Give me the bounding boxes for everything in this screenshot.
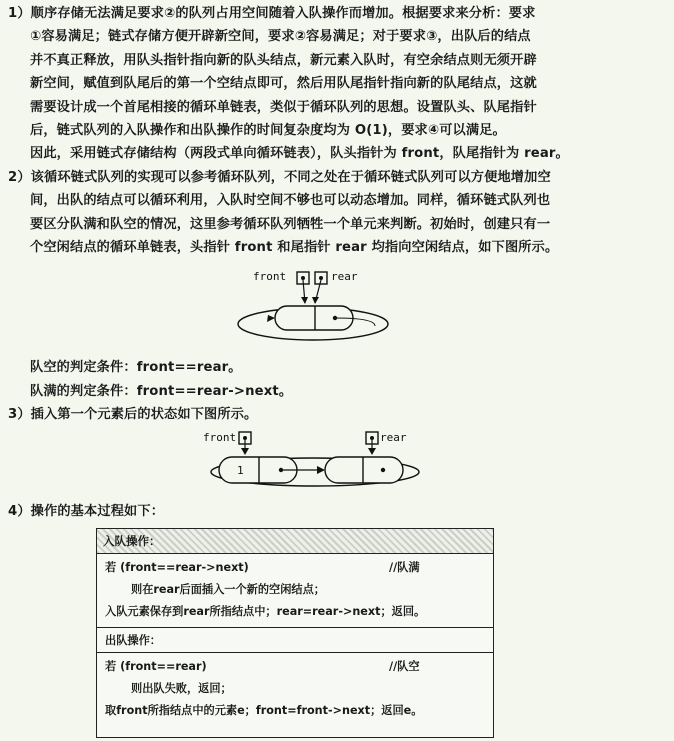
enqueue-condition-text: 若 (front==rear->next) xyxy=(105,561,249,574)
p1-line-3: 并不真正释放，用队头指针指向新的队头结点，新元素入队时，有空余结点则无须开辟 xyxy=(30,52,537,68)
enqueue-condition xyxy=(97,557,493,579)
p2-line-1: 2）该循环链式队列的实现可以参考循环队列，不同之处在于循环链式队列可以方便地增加空 xyxy=(8,170,551,185)
dequeue-comment: //队空 xyxy=(389,660,420,673)
empty-condition: 队空的判定条件：front==rear。 xyxy=(30,360,242,375)
node-1-value: 1 xyxy=(237,464,244,477)
dequeue-step: 取front所指结点中的元素e；front=front->next；返回e。 xyxy=(105,704,423,717)
dequeue-header: 出队操作： xyxy=(105,634,161,647)
front-label: front xyxy=(253,270,287,283)
p2-line-4: 个空闲结点的循环单链表，头指针 front 和尾指针 rear 均指向空闲结点，如下图所示。 xyxy=(30,240,559,256)
diagram-empty-queue xyxy=(235,266,395,348)
paragraph-1 xyxy=(8,2,672,166)
table-divider-2 xyxy=(97,652,493,653)
p1-line-2: ①容易满足；链式存储方便开辟新空间，要求②容易满足；对于要求③，出队后的结点 xyxy=(30,29,531,45)
p1-line-1: 1）顺序存储无法满足要求②的队列占用空间随着入队操作而增加。根据要求来分析：要求 xyxy=(8,6,536,21)
rear-label-2: rear xyxy=(380,431,407,444)
operations-table xyxy=(96,528,494,738)
front-label-2: front xyxy=(203,431,237,444)
diagram-after-insert xyxy=(197,426,437,494)
table-divider xyxy=(97,627,493,628)
enqueue-comment: //队满 xyxy=(389,561,420,574)
dequeue-condition-text: 若 (front==rear) xyxy=(105,660,207,673)
p1-line-6: 后，链式队列的入队操作和出队操作的时间复杂度均为 O(1)，要求④可以满足。 xyxy=(30,123,506,139)
enqueue-step: 入队元素保存到rear所指结点中；rear=rear->next；返回。 xyxy=(105,605,426,618)
full-condition: 队满的判定条件：front==rear->next。 xyxy=(30,384,293,399)
paragraph-2 xyxy=(8,166,672,260)
dequeue-action: 则出队失败，返回； xyxy=(131,682,232,695)
p1-line-4: 新空间，赋值到队尾后的第一个空结点即可，然后用队尾指针指向新的队尾结点，这就 xyxy=(30,76,537,92)
p2-line-2: 间，出队的结点可以循环利用，入队时空间不够也可以动态增加。同样，循环链式队列也 xyxy=(30,193,551,209)
enqueue-header: 入队操作： xyxy=(97,529,493,554)
paragraph-3: 3）插入第一个元素后的状态如下图所示。 xyxy=(8,407,258,422)
enqueue-action: 则在rear后面插入一个新的空闲结点； xyxy=(131,583,325,596)
p1-line-5: 需要设计成一个首尾相接的循环单链表，类似于循环队列的思想。设置队头、队尾指针 xyxy=(30,99,537,115)
rear-label: rear xyxy=(331,270,358,283)
p1-line-7: 因此，采用链式存储结构（两段式单向循环链表），队头指针为 front，队尾指针为 rear。 xyxy=(30,146,569,162)
dequeue-condition xyxy=(97,656,493,678)
node-2 xyxy=(325,457,403,483)
paragraph-4: 4）操作的基本过程如下： xyxy=(8,504,165,519)
p2-line-3: 要区分队满和队空的情况，这里参考循环队列牺牲一个单元来判断。初始时，创建只有一 xyxy=(30,216,551,232)
